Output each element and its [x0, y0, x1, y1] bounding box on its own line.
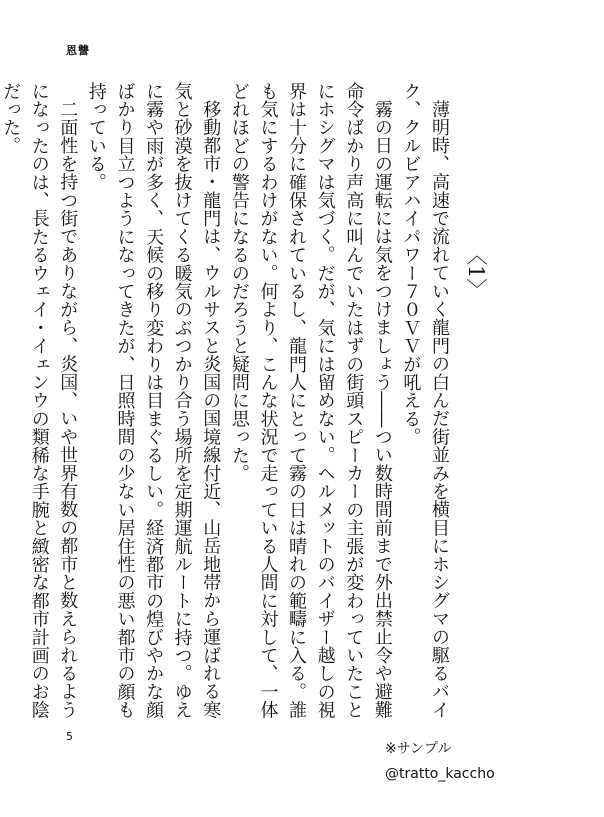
chapter-marker: 〈1〉 — [464, 244, 488, 300]
author-handle: @tratto_kaccho — [385, 766, 495, 782]
paragraph: 移動都市・龍門は、ウルサスと炎国の国境線付近、山岳地帯から運ばれる寒気と砂漠を抜けてくる暖気のぶつかり合う場所を定期運航ルートに持つ。ゆえに霧や雨が多く、天候の移り変わりは目まぐるしい。経済都市の煌びやかな顔ばかり目立つようになってきたが、日照時間の少ない居住性の悪い都市の顔も持っている。 — [85, 82, 222, 720]
paragraph: 霧の日の運転には気をつけましょう――つい数時間前まで外出禁止令や避難命令ばかり声高に叫んでいたはずの街頭スピーカーの主張が変わっていたことにホシグマは気づく。だが、気には留めない。ヘルメットのバイザー越しの視界は十分に確保されているし、龍門人にとって霧の日は晴れの範疇に入る。誰も気にするわけがない。何より、こんな状況で走っている人間に対して、一体どれほどの警告になるのだろうと疑問に思った。 — [228, 82, 393, 720]
sample-watermark-note: ※サンプル — [385, 741, 452, 757]
vertical-body-text — [0, 82, 453, 722]
page-number: 5 — [66, 730, 73, 743]
paragraph: 薄明時、高速で流れていく龍門の白んだ街並みを横目にホシグマの駆るバイク、クルビアハイパワー７０ＶＶが吼える。 — [400, 82, 450, 719]
running-head-title: 恩讐 — [66, 44, 90, 57]
paragraph: 二面性を持つ街でありながら、炎国、いや世界有数の都市と数えられるようになったのは、長たるウェイ・イェンウの類稀な手腕と緻密な都市計画のお陰だった。 — [0, 82, 79, 719]
